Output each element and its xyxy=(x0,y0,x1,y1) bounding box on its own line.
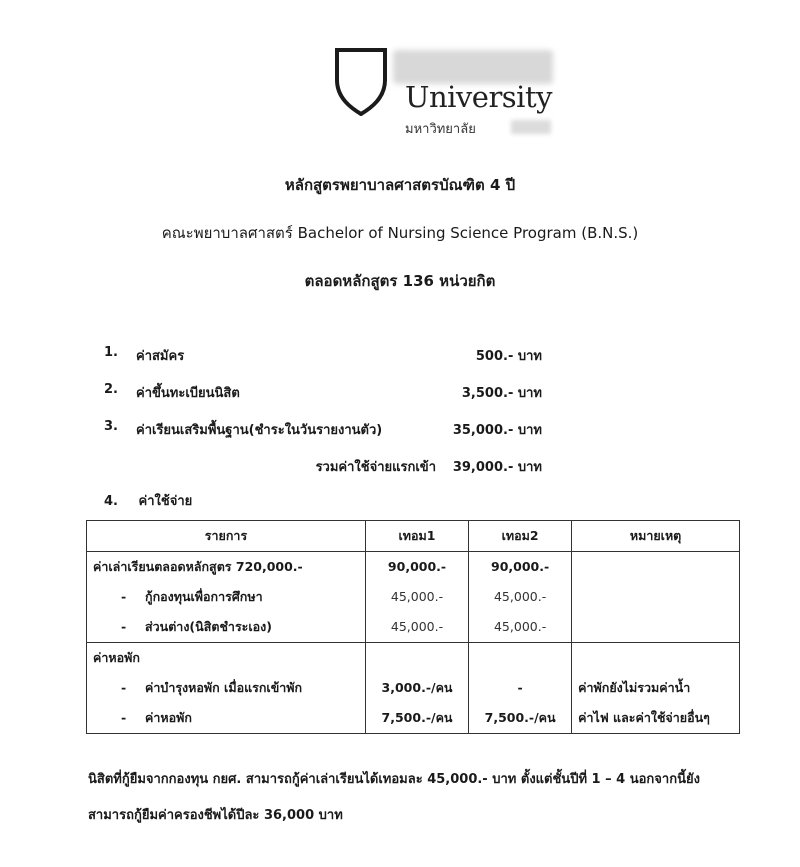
fee-number: 2. xyxy=(104,382,118,397)
dorm-term2-fee: 7,500.-/คน xyxy=(484,710,556,725)
dorm-items xyxy=(87,643,366,734)
tuition-term1 xyxy=(365,552,468,643)
tuition-self-label: ส่วนต่าง(นิสิตชำระเอง) xyxy=(145,619,272,634)
tuition-self xyxy=(93,612,359,642)
university-thai-name: มหาวิทยาลัย xyxy=(405,122,476,137)
credits-line: ตลอดหลักสูตร 136 หน่วยกิต xyxy=(304,272,496,290)
tuition-loan xyxy=(93,582,359,612)
tuition-term2-self: 45,000.- xyxy=(493,619,547,634)
fee-amount: 500.- บาท xyxy=(475,349,542,364)
cost-table xyxy=(86,520,740,734)
fee-row xyxy=(104,419,554,456)
dorm-fee xyxy=(93,703,359,733)
dorm-term2-maint: - xyxy=(517,680,523,695)
fee-total-row xyxy=(104,456,554,493)
program-name: คณะพยาบาลศาสตร์ Bachelor of Nursing Science Program (B.N.S.) xyxy=(161,224,639,242)
fee-total-amount: 39,000.- บาท xyxy=(452,460,542,475)
fee-amount: 35,000.- บาท xyxy=(452,423,542,438)
dorm-fee-label: ค่าหอพัก xyxy=(145,710,192,725)
section-4-label: ค่าใช้จ่าย xyxy=(138,494,193,509)
fee-amount: 3,500.- บาท xyxy=(461,386,542,401)
tuition-term1-self: 45,000.- xyxy=(390,619,444,634)
tuition-note xyxy=(572,552,740,643)
dorm-maint xyxy=(93,673,359,703)
tuition-term2 xyxy=(469,552,572,643)
fee-number: 3. xyxy=(104,419,118,434)
tuition-term1-total: 90,000.- xyxy=(387,559,447,574)
dorm-note xyxy=(572,643,740,734)
shield-icon xyxy=(333,46,389,116)
section-4-number: 4. xyxy=(104,494,118,509)
fee-label: ค่าสมัคร xyxy=(136,349,185,364)
university-word: University xyxy=(405,80,552,114)
table-header-row xyxy=(87,521,740,552)
section-4-heading xyxy=(104,490,192,511)
dorm-term2 xyxy=(469,643,572,734)
table-row-dorm xyxy=(87,643,740,734)
dorm-term1-fee: 7,500.-/คน xyxy=(381,710,453,725)
fee-label: ค่าเรียนเสริมพื้นฐาน(ชำระในวันรายงานตัว) xyxy=(136,423,383,438)
tuition-loan-label: กู้กองทุนเพื่อการศึกษา xyxy=(145,589,263,604)
fee-row xyxy=(104,345,554,382)
fee-label: ค่าขึ้นทะเบียนนิสิต xyxy=(136,386,240,401)
fee-number: 1. xyxy=(104,345,118,360)
redacted-name xyxy=(393,50,553,84)
dorm-title: ค่าหอพัก xyxy=(93,650,140,665)
dorm-note-line1: ค่าพักยังไม่รวมค่าน้ำ xyxy=(578,680,691,695)
footer-note xyxy=(88,762,778,834)
redacted-thai-name xyxy=(511,120,551,134)
tuition-items xyxy=(87,552,366,643)
header-term2: เทอม2 xyxy=(469,521,572,552)
fee-list xyxy=(104,345,554,493)
fee-row xyxy=(104,382,554,419)
fee-total-label: รวมค่าใช้จ่ายแรกเข้า xyxy=(315,460,436,475)
footer-line-2: สามารถกู้ยืมค่าครองชีพได้ปีละ 36,000 บาท xyxy=(88,808,343,823)
dorm-term1-maint: 3,000.-/คน xyxy=(381,680,453,695)
page-title: หลักสูตรพยาบาลศาสตรบัณฑิต 4 ปี xyxy=(284,176,516,194)
tuition-term2-total: 90,000.- xyxy=(491,559,550,574)
footer-line-1: นิสิตที่กู้ยืมจากกองทุน กยศ. สามารถกู้ค่าเล่าเรียนได้เทอมละ 45,000.- บาท ตั้งแต่ชั้นปีที่ 1 – 4 นอกจากนี้ยัง xyxy=(88,772,700,787)
header-item: รายการ xyxy=(87,521,366,552)
dorm-term1 xyxy=(365,643,468,734)
header-term1: เทอม1 xyxy=(365,521,468,552)
university-logo xyxy=(333,44,553,144)
tuition-term1-loan: 45,000.- xyxy=(390,589,444,604)
dorm-note-line2: ค่าไฟ และค่าใช้จ่ายอื่นๆ xyxy=(578,710,710,725)
header-note: หมายเหตุ xyxy=(572,521,740,552)
table-row-tuition xyxy=(87,552,740,643)
dorm-maint-label: ค่าบำรุงหอพัก เมื่อแรกเข้าพัก xyxy=(145,680,303,695)
tuition-term2-loan: 45,000.- xyxy=(493,589,547,604)
tuition-title: ค่าเล่าเรียนตลอดหลักสูตร 720,000.- xyxy=(93,559,303,574)
